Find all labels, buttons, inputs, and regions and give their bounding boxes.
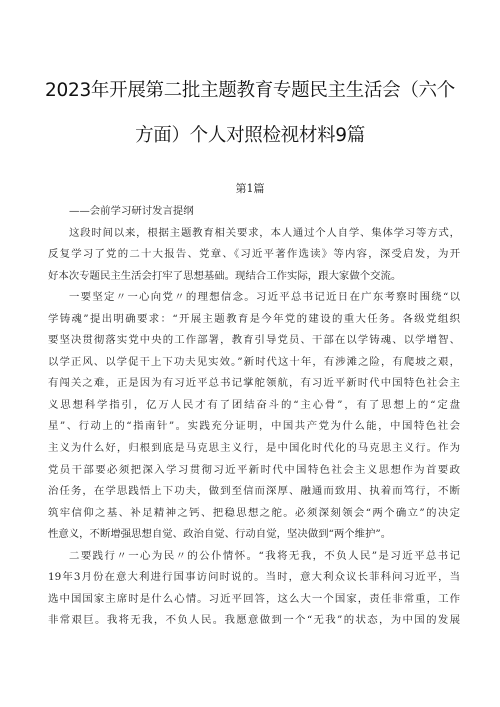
body-line: 筑牢信仰之基、补足精神之钙、把稳思想之舵。必须深刻领会“两个确立”的决定	[48, 506, 460, 519]
body-line: 有闯关之难，正是因为有习近平总书记掌舵领航，有习近平新时代中国特色社会主	[48, 377, 460, 390]
body-line: 要坚决贯彻落实党中央的工作部署，教育引导党员、干部在以学铸魂、以学增智、	[48, 334, 460, 347]
body-line: 性意义，不断增强思想自觉、政治自觉、行动自觉，坚决做到“两个维护”。	[48, 528, 392, 541]
body-line: 19年3月份在意大利进行国事访问时说的。当时，意大利众议长菲科问习近平，当	[48, 571, 460, 584]
body-line: 星”、行动上的“指南针”。实践充分证明，中国共产党为什么能，中国特色社会	[48, 420, 460, 433]
body-line: 治任务，在学思践悟上下功夫，做到至信而深厚、融通而致用、执着而笃行，不断	[48, 485, 460, 498]
body-line: 主义为什么好，归根到底是马克思主义行，是中国化时代化的马克思主义行。作为	[48, 442, 460, 455]
section-heading: 第1篇	[235, 182, 265, 195]
body-line: 学铸魂”提出明确要求：“开展主题教育是今年党的建设的重大任务。各级党组织	[48, 312, 460, 325]
body-line: 非常艰巨。我将无我，不负人民。我愿意做到一个“无我”的状态，为中国的发展	[48, 614, 460, 627]
document-body	[48, 201, 460, 632]
body-line: ——会前学习研讨发言提纲	[69, 205, 194, 217]
body-line: 反复学习了党的二十大报告、党章、《习近平著作选读》等内容，深受启发，为开	[48, 248, 460, 261]
body-line: 一要坚定〃一心向党〃的理想信念。习近平总书记近日在广东考察时围绕“以	[69, 291, 460, 304]
body-line: 好本次专题民主生活会打牢了思想基础。现结合工作实际，跟大家做个交流。	[48, 269, 402, 282]
body-line: 义思想科学指引，亿万人民才有了团结奋斗的“主心骨”，有了思想上的“定盘	[48, 398, 460, 411]
body-line: 以学正风、以学促干上下功夫见实效。”新时代这十年，有涉滩之险，有爬坡之艰，	[48, 355, 460, 368]
body-line: 二要践行〃一心为民〃的公仆情怀。“我将无我，不负人民”是习近平总书记	[69, 549, 460, 562]
document-title-line-1: 2023年开展第二批主题教育专题民主生活会（六个	[45, 80, 455, 101]
body-line: 这段时间以来，根据主题教育相关要求，本人通过个人自学、集体学习等方式，	[69, 226, 460, 239]
document-title-line-2: 方面）个人对照检视材料9篇	[135, 125, 365, 146]
body-line: 党员干部要必须把深入学习贯彻习近平新时代中国特色社会主义思想作为首要政	[48, 463, 460, 476]
body-line: 选中国国家主席时是什么心情。习近平回答，这么大一个国家，责任非常重，工作	[48, 592, 460, 605]
